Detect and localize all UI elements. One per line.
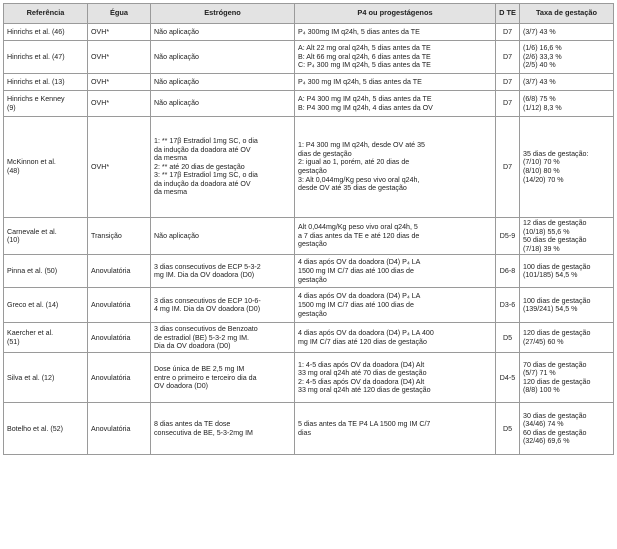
cell-p4 [295, 353, 496, 403]
p4-line: 4 dias após OV da doadora (D4) P₄ LA [298, 292, 421, 301]
estrogeno-line: entre o primeiro e terceiro dia da [154, 373, 257, 382]
p4-line: 2: igual ao 1, porém, até 20 dias de [298, 158, 410, 167]
cell-egua [88, 218, 151, 255]
cell-estrogeno [151, 288, 295, 323]
cell-p4 [295, 218, 496, 255]
estrogeno-line: da mesma [154, 154, 188, 163]
p4-line: desde OV até 35 dias de gestação [298, 184, 407, 193]
referencia-line: (10) [7, 236, 20, 245]
p4-line: gestação [298, 240, 327, 249]
estrogeno-line: de estradiol (BE) 5-3-2 mg IM. [154, 333, 250, 342]
cell-estrogeno [151, 91, 295, 117]
table-row [4, 323, 614, 353]
egua-line: Anovulatória [91, 424, 131, 433]
p4-line: dias [298, 428, 312, 437]
taxa-line: (2/6) 33,3 % [523, 52, 562, 61]
referencia-line: Pinna et al. (50) [7, 267, 58, 276]
egua-line: OVH* [91, 162, 110, 171]
cell-egua [88, 41, 151, 74]
cell-dte: D7 [496, 74, 520, 91]
taxa-line: 50 dias de gestação [523, 236, 587, 245]
pregnancy-rate-table [3, 3, 614, 455]
taxa-line: (2/5) 40 % [523, 61, 556, 70]
cell-taxa [520, 403, 614, 455]
cell-egua [88, 323, 151, 353]
cell-taxa [520, 74, 614, 91]
cell-taxa [520, 255, 614, 288]
taxa-line: (3/7) 43 % [523, 77, 556, 86]
p4-line: B: Alt 66 mg oral q24h, 6 dias antes da TE [298, 52, 431, 61]
p4-line: P₄ 300 mg IM q24h, 5 dias antes da TE [298, 77, 422, 86]
taxa-line: (10/18) 55,6 % [523, 227, 570, 236]
cell-referencia [4, 41, 88, 74]
header-estrogeno: Estrógeno [151, 4, 295, 24]
cell-estrogeno [151, 353, 295, 403]
p4-line: a 7 dias antes da TE e até 120 dias de [298, 231, 420, 240]
cell-referencia [4, 117, 88, 218]
estrogeno-line: Não aplicação [154, 77, 199, 86]
estrogeno-line: 2: ** até 20 dias de gestação [154, 162, 245, 171]
referencia-line: (51) [7, 337, 20, 346]
referencia-line: Hinrichs e Kenney [7, 94, 65, 103]
cell-referencia [4, 255, 88, 288]
estrogeno-line: OV doadora (D0) [154, 382, 209, 391]
table-row [4, 218, 614, 255]
p4-line: 33 mg oral q24h até 70 dias de gestação [298, 369, 427, 378]
taxa-line: (7/18) 39 % [523, 244, 560, 253]
table-row [4, 24, 614, 41]
taxa-line: (1/6) 16,6 % [523, 44, 562, 53]
p4-line: 1: 4-5 dias após OV da doadora (D4) Alt [298, 360, 425, 369]
table-body [4, 24, 614, 455]
cell-estrogeno [151, 218, 295, 255]
estrogeno-line: mg IM. Dia da OV doadora (D0) [154, 271, 255, 280]
cell-egua [88, 24, 151, 41]
taxa-line: 30 dias de gestação [523, 411, 587, 420]
cell-taxa [520, 24, 614, 41]
cell-dte: D5 [496, 403, 520, 455]
taxa-line: (14/20) 70 % [523, 175, 564, 184]
cell-referencia [4, 323, 88, 353]
taxa-line: 70 dias de gestação [523, 360, 587, 369]
egua-line: OVH* [91, 27, 110, 36]
estrogeno-line: 3 dias consecutivos de ECP 10-6- [154, 296, 261, 305]
cell-referencia [4, 91, 88, 117]
cell-taxa [520, 91, 614, 117]
estrogeno-line: 3 dias consecutivos de Benzoato [154, 324, 258, 333]
egua-line: Anovulatória [91, 333, 131, 342]
taxa-line: (27/45) 60 % [523, 337, 564, 346]
taxa-line: 120 dias de gestação [523, 329, 591, 338]
referencia-line: (9) [7, 103, 16, 112]
referencia-line: Kaercher et al. [7, 329, 54, 338]
taxa-line: 60 dias de gestação [523, 428, 587, 437]
estrogeno-line: 1: ** 17β Estradiol 1mg SC, o dia [154, 136, 258, 145]
referencia-line: Silva et al. (12) [7, 373, 55, 382]
p4-line: 1: P4 300 mg IM q24h, desde OV até 35 [298, 141, 425, 150]
cell-referencia [4, 353, 88, 403]
egua-line: Transição [91, 231, 122, 240]
p4-line: C: P₄ 300 mg IM q24h, 5 dias antes da TE [298, 61, 431, 70]
header-dte: D TE [496, 4, 520, 24]
cell-p4 [295, 403, 496, 455]
table-row [4, 117, 614, 218]
estrogeno-line: Não aplicação [154, 27, 199, 36]
p4-line: A: Alt 22 mg oral q24h, 5 dias antes da TE [298, 44, 431, 53]
cell-p4 [295, 24, 496, 41]
cell-estrogeno [151, 41, 295, 74]
cell-referencia [4, 218, 88, 255]
cell-taxa [520, 288, 614, 323]
cell-dte: D4-5 [496, 353, 520, 403]
cell-dte: D7 [496, 91, 520, 117]
egua-line: Anovulatória [91, 301, 131, 310]
cell-dte: D5 [496, 323, 520, 353]
cell-taxa [520, 353, 614, 403]
estrogeno-line: 8 dias antes da TE dose [154, 420, 231, 429]
table-row [4, 41, 614, 74]
cell-dte: D5-9 [496, 218, 520, 255]
cell-estrogeno [151, 403, 295, 455]
referencia-line: McKinnon et al. [7, 158, 56, 167]
cell-p4 [295, 323, 496, 353]
cell-estrogeno [151, 323, 295, 353]
taxa-line: (101/185) 54,5 % [523, 271, 578, 280]
cell-taxa [520, 41, 614, 74]
egua-line: Anovulatória [91, 267, 131, 276]
p4-line: gestação [298, 275, 327, 284]
p4-line: 4 dias após OV da doadora (D4) P₄ LA 400 [298, 329, 434, 338]
referencia-line: (48) [7, 167, 20, 175]
cell-egua [88, 91, 151, 117]
cell-estrogeno [151, 24, 295, 41]
cell-dte: D6-8 [496, 255, 520, 288]
taxa-line: (139/241) 54,5 % [523, 305, 578, 314]
taxa-line: (7/10) 70 % [523, 158, 560, 167]
p4-line: 2: 4-5 dias após OV da doadora (D4) Alt [298, 377, 425, 386]
p4-line: 1500 mg IM C/7 dias até 100 dias de [298, 301, 414, 310]
estrogeno-line: 3: ** 17β Estradiol 1mg SC, o dia [154, 171, 258, 180]
estrogeno-line: Dia da OV doadora (D0) [154, 342, 231, 351]
cell-p4 [295, 41, 496, 74]
p4-line: 3: Alt 0,044mg/Kg peso vivo oral q24h, [298, 175, 420, 184]
table-row [4, 288, 614, 323]
taxa-line: (6/8) 75 % [523, 94, 556, 103]
cell-referencia [4, 24, 88, 41]
taxa-line: 120 dias de gestação [523, 377, 591, 386]
referencia-line: Hinrichs et al. (13) [7, 77, 65, 86]
taxa-line: (32/46) 69,6 % [523, 437, 570, 446]
estrogeno-line: 3 dias consecutivos de ECP 5-3-2 [154, 262, 261, 271]
p4-line: A: P4 300 mg IM q24h, 5 dias antes da TE [298, 94, 432, 103]
table-row [4, 353, 614, 403]
p4-line: 5 dias antes da TE P4 LA 1500 mg IM C/7 [298, 420, 431, 429]
estrogeno-line: consecutiva de BE, 5-3-2mg IM [154, 428, 253, 437]
egua-line: Anovulatória [91, 373, 131, 382]
table-row [4, 255, 614, 288]
taxa-line: (34/46) 74 % [523, 420, 564, 429]
cell-estrogeno [151, 255, 295, 288]
cell-estrogeno [151, 117, 295, 218]
cell-p4 [295, 74, 496, 91]
egua-line: OVH* [91, 52, 110, 61]
cell-dte: D3-6 [496, 288, 520, 323]
p4-line: mg IM C/7 dias até 120 dias de gestação [298, 337, 427, 346]
cell-dte: D7 [496, 24, 520, 41]
taxa-line: (1/12) 8,3 % [523, 103, 562, 112]
header-row [4, 4, 614, 24]
estrogeno-line: Não aplicação [154, 52, 199, 61]
taxa-line: (8/10) 80 % [523, 167, 560, 175]
taxa-line: 100 dias de gestação [523, 296, 591, 305]
cell-referencia [4, 403, 88, 455]
referencia-line: Hinrichs et al. (46) [7, 27, 65, 36]
taxa-line: 35 dias de gestação: [523, 149, 589, 158]
table-row [4, 403, 614, 455]
p4-line: dias de gestação [298, 149, 352, 158]
table-row [4, 74, 614, 91]
referencia-line: Botelho et al. (52) [7, 424, 63, 433]
cell-referencia [4, 74, 88, 91]
taxa-line: 12 dias de gestação [523, 219, 587, 227]
p4-line: gestação [298, 167, 327, 175]
estrogeno-line: da indução da doadora até OV [154, 145, 251, 154]
p4-line: Alt 0,044mg/Kg peso vivo oral q24h, 5 [298, 223, 418, 232]
header-egua: Égua [88, 4, 151, 24]
p4-line: 1500 mg IM C/7 dias até 100 dias de [298, 267, 414, 276]
header-taxa: Taxa de gestação [520, 4, 614, 24]
cell-p4 [295, 255, 496, 288]
egua-line: OVH* [91, 99, 110, 108]
estrogeno-line: da mesma [154, 188, 188, 197]
cell-taxa [520, 323, 614, 353]
egua-line: OVH* [91, 77, 110, 86]
referencia-line: Hinrichs et al. (47) [7, 52, 65, 61]
cell-p4 [295, 288, 496, 323]
estrogeno-line: Não aplicação [154, 231, 199, 240]
taxa-line: (8/8) 100 % [523, 386, 560, 395]
cell-egua [88, 288, 151, 323]
cell-egua [88, 255, 151, 288]
estrogeno-line: Dose única de BE 2,5 mg IM [154, 364, 245, 373]
p4-line: 4 dias após OV da doadora (D4) P₄ LA [298, 258, 421, 267]
cell-egua [88, 117, 151, 218]
cell-taxa [520, 218, 614, 255]
taxa-line: 100 dias de gestação [523, 262, 591, 271]
taxa-line: (3/7) 43 % [523, 27, 556, 36]
header-referencia: Referência [4, 4, 88, 24]
p4-line: B: P4 300 mg IM q24h, 4 dias antes da OV [298, 103, 433, 112]
cell-egua [88, 74, 151, 91]
p4-line: 33 mg oral q24h até 120 dias de gestação [298, 386, 431, 395]
cell-egua [88, 353, 151, 403]
estrogeno-line: da indução da doadora até OV [154, 179, 251, 188]
referencia-line: Greco et al. (14) [7, 301, 59, 310]
cell-estrogeno [151, 74, 295, 91]
taxa-line: (5/7) 71 % [523, 369, 556, 378]
estrogeno-line: 4 mg IM. Dia da OV doadora (D0) [154, 305, 261, 314]
table-row [4, 91, 614, 117]
cell-taxa [520, 117, 614, 218]
cell-dte: D7 [496, 41, 520, 74]
header-p4: P4 ou progestágenos [295, 4, 496, 24]
estrogeno-line: Não aplicação [154, 99, 199, 108]
cell-p4 [295, 117, 496, 218]
cell-egua [88, 403, 151, 455]
table-header [4, 4, 614, 24]
p4-line: P₄ 300mg IM q24h, 5 dias antes da TE [298, 27, 420, 36]
cell-referencia [4, 288, 88, 323]
cell-p4 [295, 91, 496, 117]
cell-dte: D7 [496, 117, 520, 218]
referencia-line: Carnevale et al. [7, 227, 57, 236]
p4-line: gestação [298, 309, 327, 318]
